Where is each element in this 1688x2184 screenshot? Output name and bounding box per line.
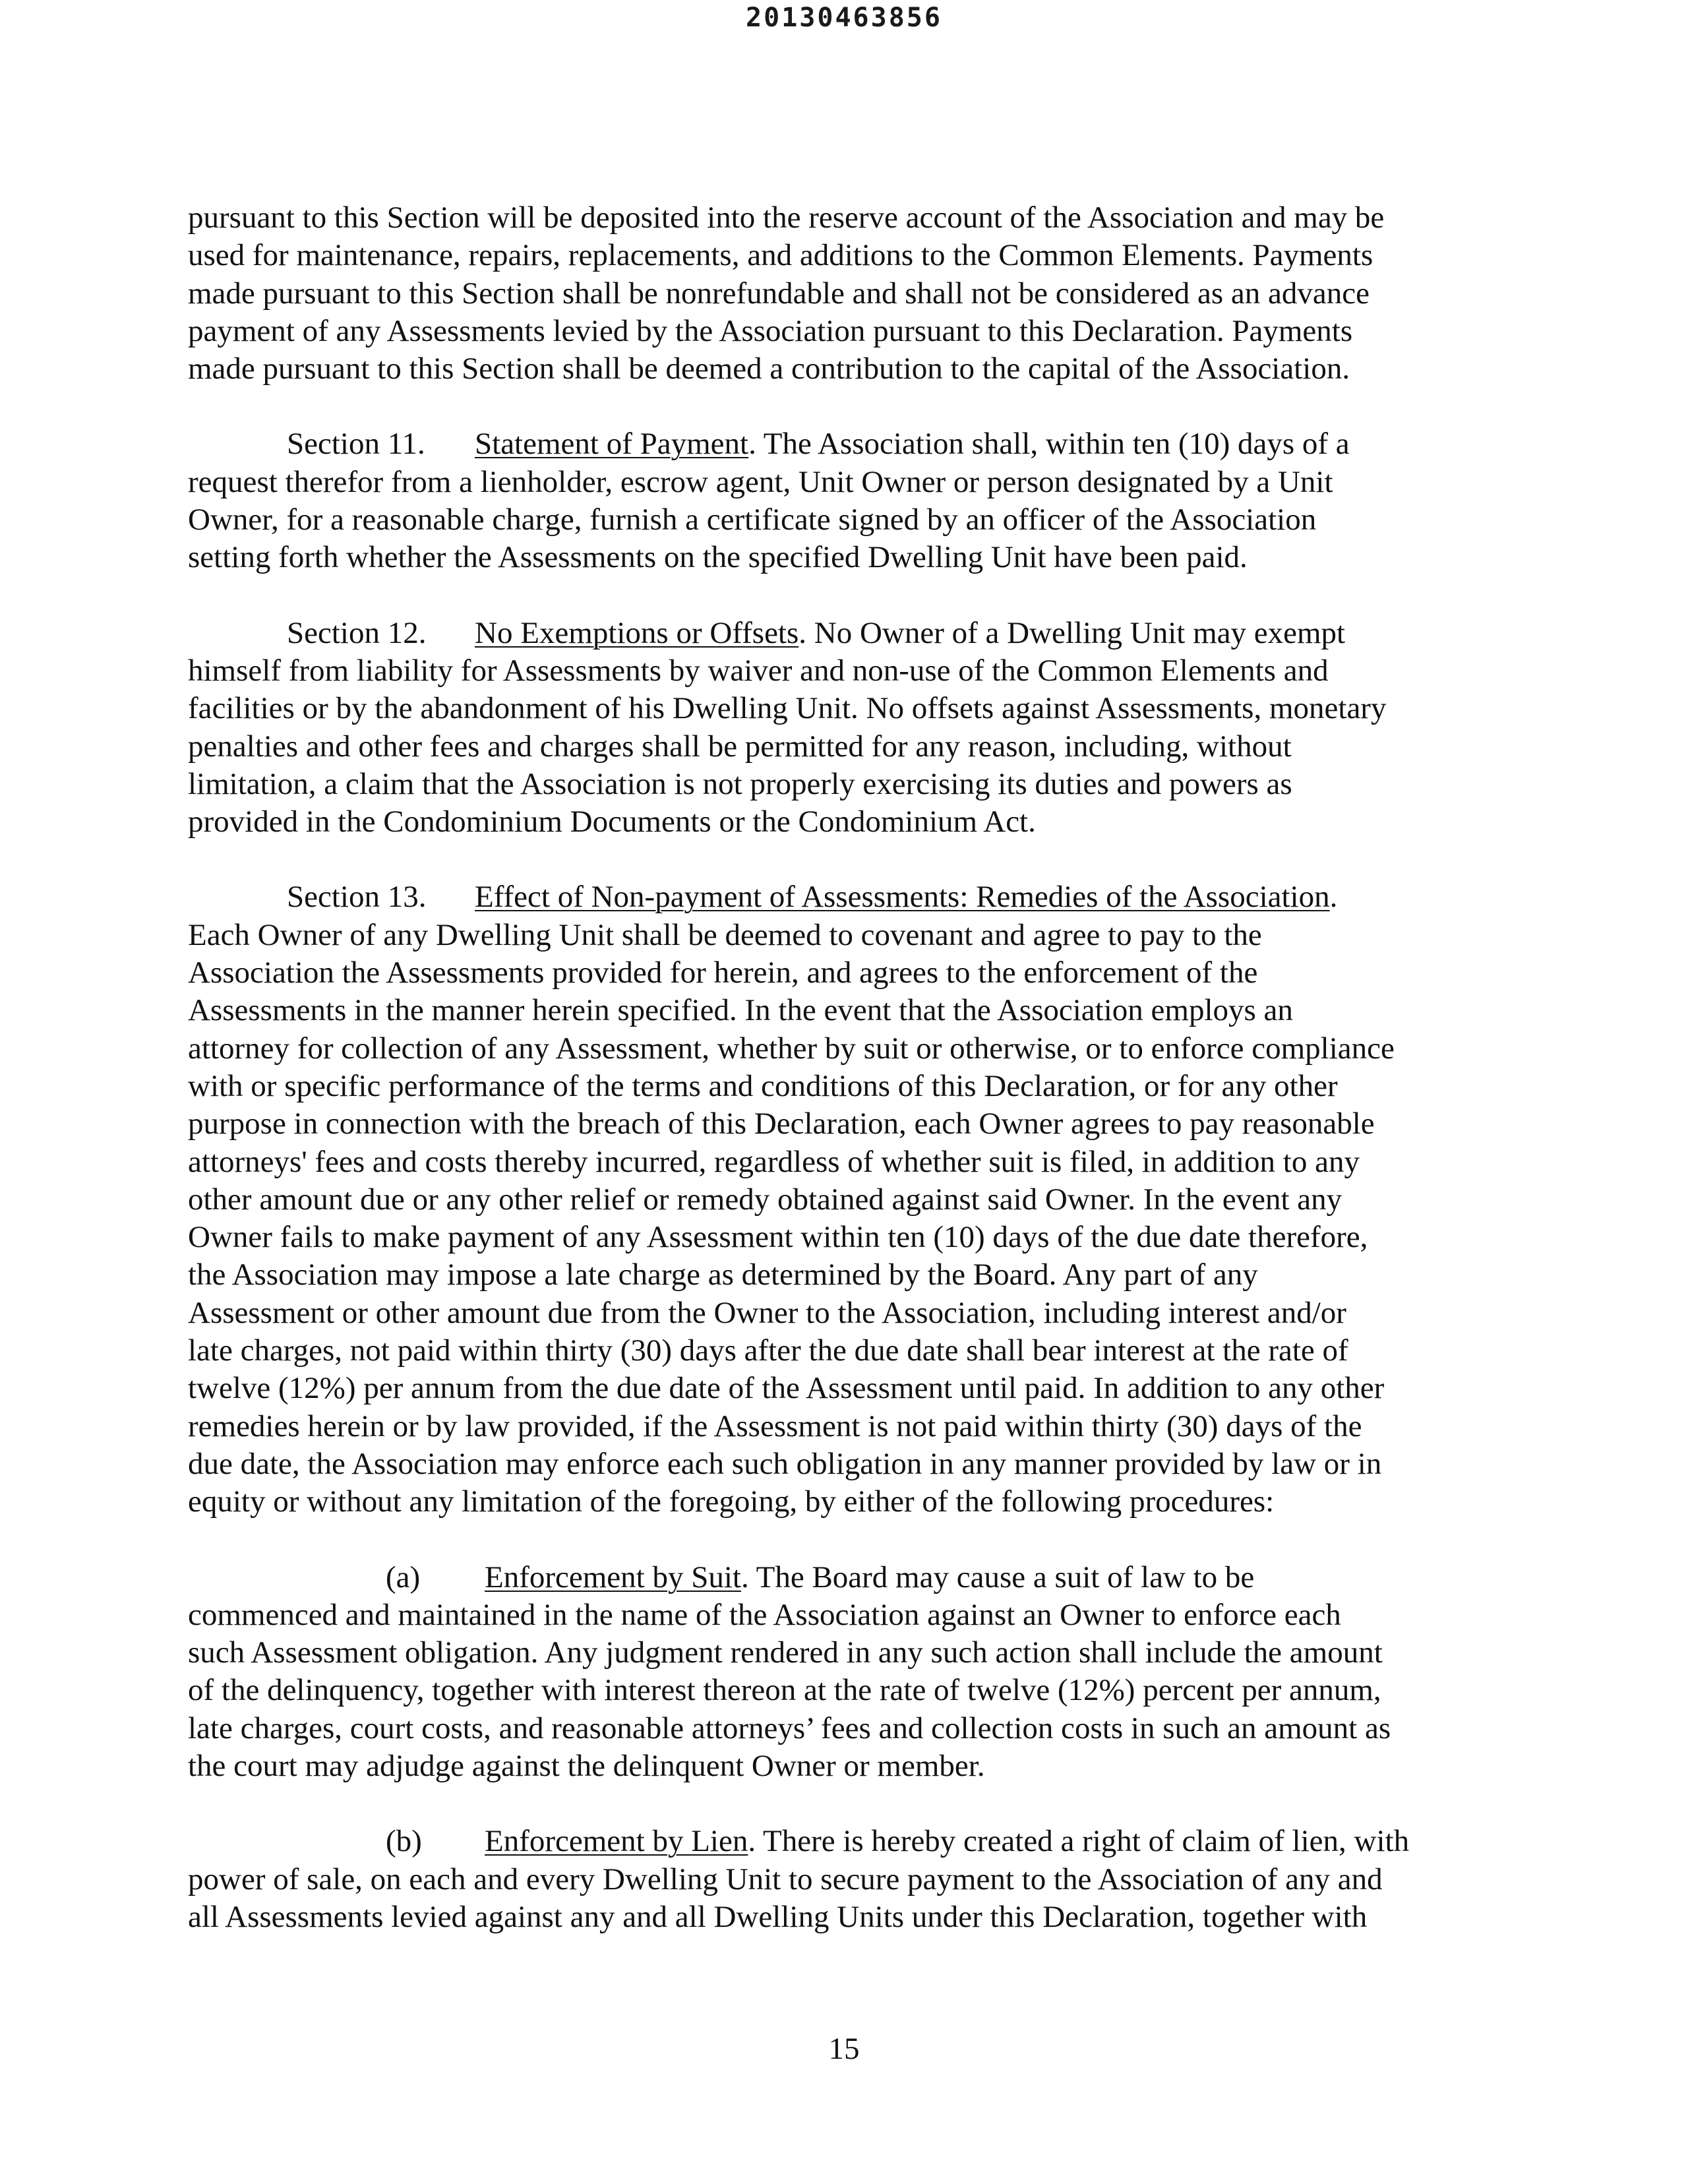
subsection-a-paragraph — [188, 1559, 1507, 1786]
section-11-heading: Statement of Payment — [475, 427, 749, 462]
document-id: 20130463856 — [746, 3, 942, 33]
section-12-label: Section 12. — [287, 615, 427, 650]
section-13-heading: Effect of Non-payment of Assessments: Remedies of the Association — [475, 880, 1330, 915]
section-13-paragraph — [188, 878, 1507, 1521]
subsection-b-label: (b) — [386, 1824, 422, 1859]
section-13-label: Section 13. — [287, 880, 427, 915]
page-number: 15 — [828, 2032, 860, 2066]
document-body — [188, 199, 1507, 1936]
section-11-text: . The Association shall, within ten (10) days of a request therefor from a lienholder, escrow agent, Unit Owner or person designated by a Unit Owner, for a reasonable charge, furnish a certificate signed by an officer of the Association setting forth whether the Assessments on the specified Dwelling Unit have been paid. — [188, 427, 1350, 575]
continuation-paragraph: pursuant to this Section will be deposited into the reserve account of the Association and may be used for maintenance, repairs, replacements, and additions to the Common Elements. Payments made pursuant to this Section shall be nonrefundable and shall not be considered as an advance payment of any Assessments levied by the Association pursuant to this Declaration. Payments made pursuant to this Section shall be deemed a contribution to the capital of the Association. — [188, 200, 1385, 386]
subsection-b-heading: Enforcement by Lien — [485, 1824, 748, 1859]
subsection-a-heading: Enforcement by Suit — [485, 1560, 741, 1594]
section-12-text: . No Owner of a Dwelling Unit may exempt himself from liability for Assessments by waiver and non-use of the Common Elements and facilities or by the abandonment of his Dwelling Unit. No offsets against Assessments, monetary penalties and other fees and charges shall be permitted for any reason, including, without limitation, a claim that the Association is not properly exercising its duties and powers as provided in the Condominium Documents or the Condominium Act. — [188, 615, 1387, 839]
section-12-heading: No Exemptions or Offsets — [475, 615, 799, 650]
section-11-label: Section 11. — [287, 427, 425, 462]
subsection-b-paragraph — [188, 1823, 1507, 1936]
section-13-text: . Each Owner of any Dwelling Unit shall be deemed to covenant and agree to pay to the Association the Assessments provided for herein, and agrees to the enforcement of the Assessments in the manner herein specified. In the event that the Association employs an attorney for collection of any Assessment, whether by suit or otherwise, or to enforce compliance with or specific performance of the terms and conditions of this Declaration, or for any other purpose in connection with the breach of this Declaration, each Owner agrees to pay reasonable attorneys' fees and costs thereby incurred, regardless of whether suit is filed, in addition to any other amount due or any other relief or remedy obtained against said Owner. In the event any Owner fails to make payment of any Assessment within ten (10) days of the due date therefore, the Association may impose a late charge as determined by the Board. Any part of any Assessment or other amount due from the Owner to the Association, including interest and/or late charges, not paid within thirty (30) days after the due date shall bear interest at the rate of twelve (12%) per annum from the due date of the Assessment until paid. In addition to any other remedies herein or by law provided, if the Assessment is not paid within thirty (30) days of the due date, the Association may enforce each such obligation in any manner provided by law or in equity or without any limitation of the foregoing, by either of the following procedures: — [188, 880, 1395, 1519]
section-11-paragraph — [188, 425, 1507, 576]
subsection-a-text: . The Board may cause a suit of law to be commenced and maintained in the name of the Association against an Owner to enforce each such Assessment obligation. Any judgment rendered in any such action shall include the amount of the delinquency, together with interest thereon at the rate of twelve (12%) percent per annum, late charges, court costs, and reasonable attorneys’ fees and collection costs in such an amount as the court may adjudge against the delinquent Owner or member. — [188, 1560, 1391, 1783]
subsection-a-label: (a) — [386, 1560, 421, 1594]
section-12-paragraph — [188, 615, 1507, 841]
subsection-b-text: . There is hereby created a right of claim of lien, with power of sale, on each and every Dwelling Unit to secure payment to the Association of any and all Assessments levied against any and all Dwelling Units under this Declaration, together with — [188, 1824, 1410, 1934]
